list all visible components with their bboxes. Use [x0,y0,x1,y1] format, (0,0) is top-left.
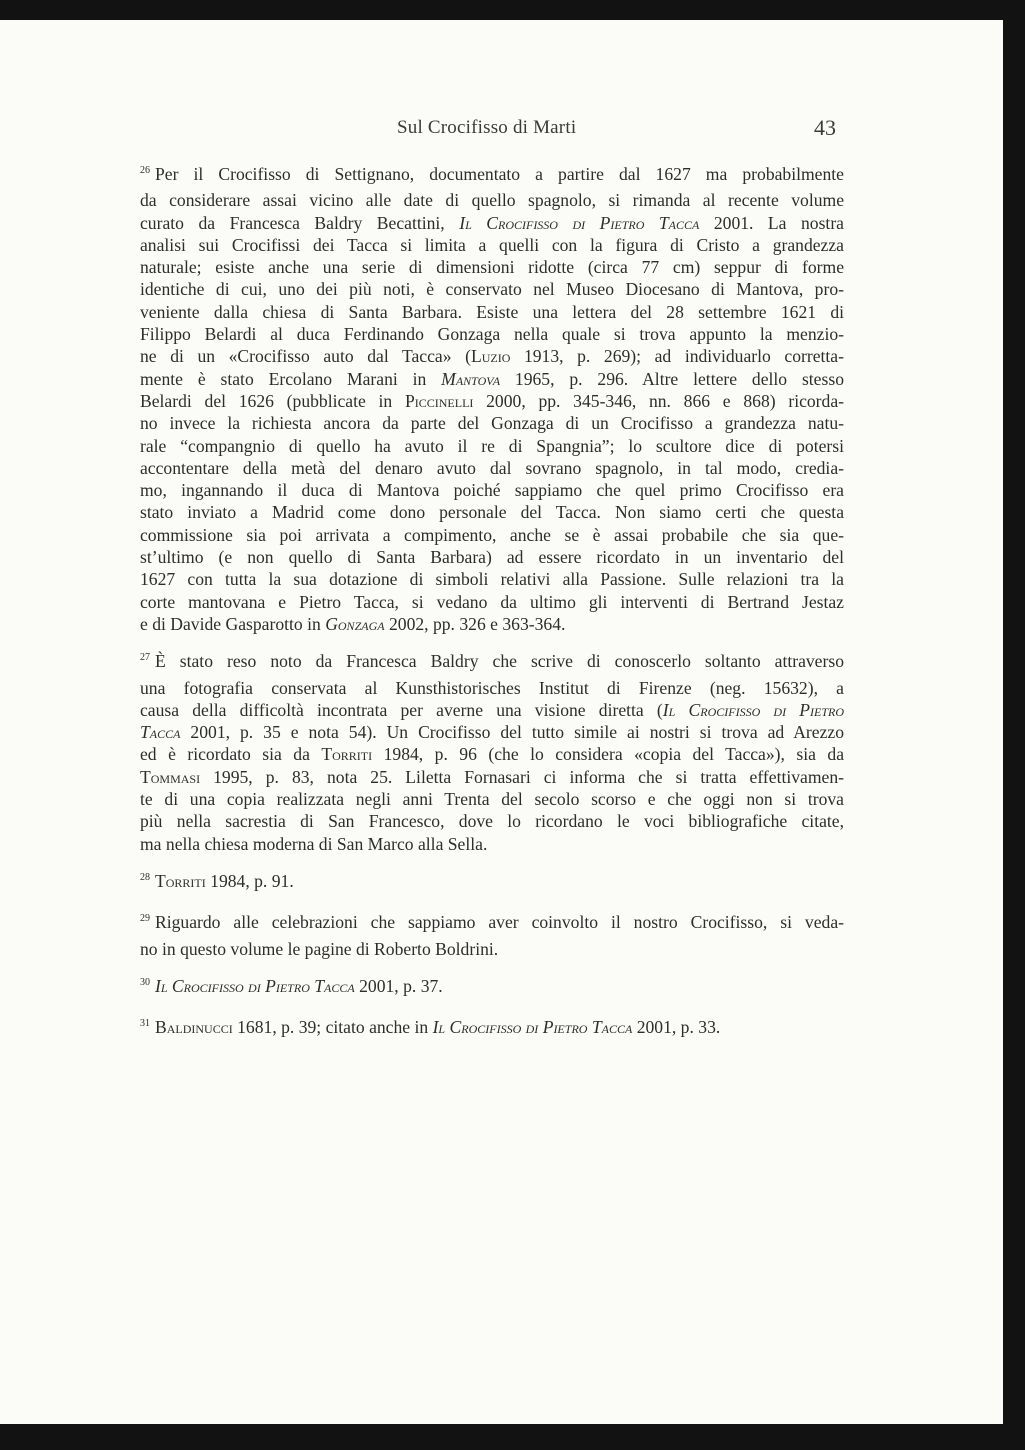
footnote [140,911,844,960]
citation-text: Baldinucci [155,1017,233,1038]
footnote-line [140,1016,844,1042]
footnote-text: Belardi del 1626 (pubblicate in [140,390,405,411]
footnote-number: 29 [140,913,150,925]
footnote-text: causa della difficoltà incontrata per averne una visione diretta ( [140,699,663,720]
footnote-line [140,234,844,256]
footnote-text: 1965, p. 296. Altre lettere dello stesso [500,368,844,389]
footnote-text: 1681, p. 39; citato anche in [232,1017,433,1038]
footnote-line [140,457,844,479]
citation-text: Gonzaga [325,613,385,634]
footnote-text: 2002, pp. 326 e 363-364. [384,613,566,634]
footnote-text: naturale; esiste anche una serie di dimensioni ridotte (circa 77 cm) seppur di forme [140,257,844,278]
citation-text: Tommasi [140,766,201,787]
footnote-text: no invece la richiesta ancora da parte del Gonzaga di un Crocifisso a grandezza natu- [140,413,844,434]
footnote-text: 1995, p. 83, nota 25. Liletta Fornasari ci informa che si tratta effettivamen- [200,766,844,787]
footnote-text: veniente dalla chiesa di Santa Barbara. Esiste una lettera del 28 settembre 1621 di [140,301,844,322]
citation-text: Il Crocifisso di Pietro Tacca [459,212,700,233]
footnote-text: analisi sui Crocifissi dei Tacca si limita a quelli con la figura di Cristo a grandezza [140,234,844,255]
footnotes [140,163,844,1057]
footnote-text: ma nella chiesa moderna di San Marco alla Sella. [140,833,488,854]
footnote-text: 2001, p. 33. [632,1017,721,1038]
footnote-line [140,699,844,721]
footnote [140,870,844,896]
footnote-text: 1913, p. 269); ad individuarlo corretta- [510,346,844,367]
footnote-text: 2001, p. 35 e nota 54). Un Crocifisso del tutto simile ai nostri si trova ad Arezzo [180,722,844,743]
footnote-number: 27 [140,652,150,664]
footnote-line [140,613,844,635]
footnote-text: ed è ricordato sia da [140,744,322,765]
footnote-text: 2001. La nostra [699,212,844,233]
footnote-text: mo, ingannando il duca di Mantova poiché sappiamo che quel primo Crocifisso era [140,480,844,501]
footnote-line [140,323,844,345]
footnote-line [140,870,844,896]
footnote-line [140,743,844,765]
footnote-number: 31 [140,1018,150,1030]
footnote-line [140,650,844,676]
footnote [140,1016,844,1042]
footnote-text: più nella sacrestia di San Francesco, dove lo ricordano le voci bibliografiche citate, [140,811,844,832]
footnote-text: una fotografia conservata al Kunsthistorisches Institut di Firenze (neg. 15632), a [140,677,844,698]
citation-text: Mantova [441,368,501,389]
footnote-line [140,345,844,367]
footnote-text: corte mantovana e Pietro Tacca, si vedano da ultimo gli interventi di Bertrand Jestaz [140,591,844,612]
footnote-line [140,788,844,810]
footnote-text: 1984, p. 91. [205,870,294,891]
footnote-text: ne di un «Crocifisso auto dal Tacca» ( [140,346,471,367]
footnote-text: commissione sia poi arrivata a compimento, anche se è assai probabile che sia que- [140,524,844,545]
footnote-line [140,677,844,699]
footnote-number: 26 [140,165,150,176]
footnote-line [140,479,844,501]
footnote-text: accontentare della metà del denaro avuto dal sovrano spagnolo, in tal modo, crediа- [140,457,844,478]
citation-text: Tacca [140,722,181,743]
footnote-text: no in questo volume le pagine di Roberto Boldrini. [140,938,499,959]
footnote-line [140,721,844,743]
citation-text: Luzio [470,346,511,367]
footnote-text: te di una copia realizzata negli anni Trenta del secolo scorso e che oggi non si trova [140,789,844,810]
footnote-line [140,301,844,323]
footnote-text: 2000, pp. 345-346, nn. 866 e 868) ricorda- [473,390,845,411]
footnote-text: Per il Crocifisso di Settignano, documentato a partire dal 1627 ma probabilmente [155,164,844,184]
footnote-line [140,938,844,960]
footnote-number: 30 [140,976,150,988]
footnote-text: 1627 con tutta la sua dotazione di simboli relativi alla Passione. Sulle relazioni tra la [140,569,844,590]
footnote-line [140,766,844,788]
footnote-line [140,368,844,390]
footnote-text: rale “compangnio di quello ha avuto il re di Spangnia”; lo scultore dice di potersi [140,435,844,456]
footnote-line [140,163,844,189]
footnote-line [140,435,844,457]
footnote-text: Filippo Belardi al duca Ferdinando Gonzaga nella quale si trova appunto la menzio- [140,324,844,345]
footnote-line [140,546,844,568]
footnote-text: curato da Francesca Baldry Becattini, [140,212,460,233]
footnote-number: 28 [140,871,150,883]
citation-text: Torriti [155,870,206,891]
footnote-text: Riguardo alle celebrazioni che sappiamo aver coinvolto il nostro Crocifisso, si veda- [155,912,844,933]
footnote-text: 1984, p. 96 (che lo considera «copia del Tacca»), sia da [372,744,844,765]
citation-text: Il Crocifisso di Pietro [662,699,845,720]
footnote-line [140,189,844,211]
footnote-text: st’ultimo (e non quello di Santa Barbara) ad essere ricordato in un inventario del [140,547,844,568]
footnote [140,975,844,1001]
footnote-line [140,833,844,855]
footnote-line [140,390,844,412]
footnote-line [140,501,844,523]
page-number: 43 [814,115,836,140]
citation-text: Il Crocifisso di Pietro Tacca [155,975,355,996]
citation-text: Torriti [321,744,373,765]
footnote [140,650,844,855]
footnote-line [140,412,844,434]
citation-text: Piccinelli [404,390,474,411]
footnote-text: mente è stato Ercolano Marani in [140,368,442,389]
footnote-line [140,568,844,590]
footnote-text: identiche di cui, uno dei più noti, è conservato nel Museo Diocesano di Mantova, pro- [140,279,844,300]
footnote-text: e di Davide Gasparotto in [140,613,326,634]
footnote-line [140,212,844,234]
footnote-line [140,256,844,278]
footnote-line [140,524,844,546]
running-title: Sul Crocifisso di Marti [397,117,577,138]
footnote [140,163,844,635]
footnote-line [140,975,844,1001]
citation-text: Il Crocifisso di Pietro Tacca [432,1017,633,1038]
footnote-line [140,810,844,832]
footnote-text: È stato reso noto da Francesca Baldry che scrive di conoscerlo soltanto attraverso [155,651,844,672]
footnote-line [140,911,844,937]
footnote-text: da considerare assai vicino alle date di quello spagnolo, si rimanda al recente volume [140,190,844,211]
book-page [0,20,1003,1424]
footnote-text: 2001, p. 37. [354,975,443,996]
footnote-line [140,591,844,613]
footnote-text: stato inviato a Madrid come dono personale del Tacca. Non siamo certi che questa [140,502,844,523]
footnote-line [140,278,844,300]
